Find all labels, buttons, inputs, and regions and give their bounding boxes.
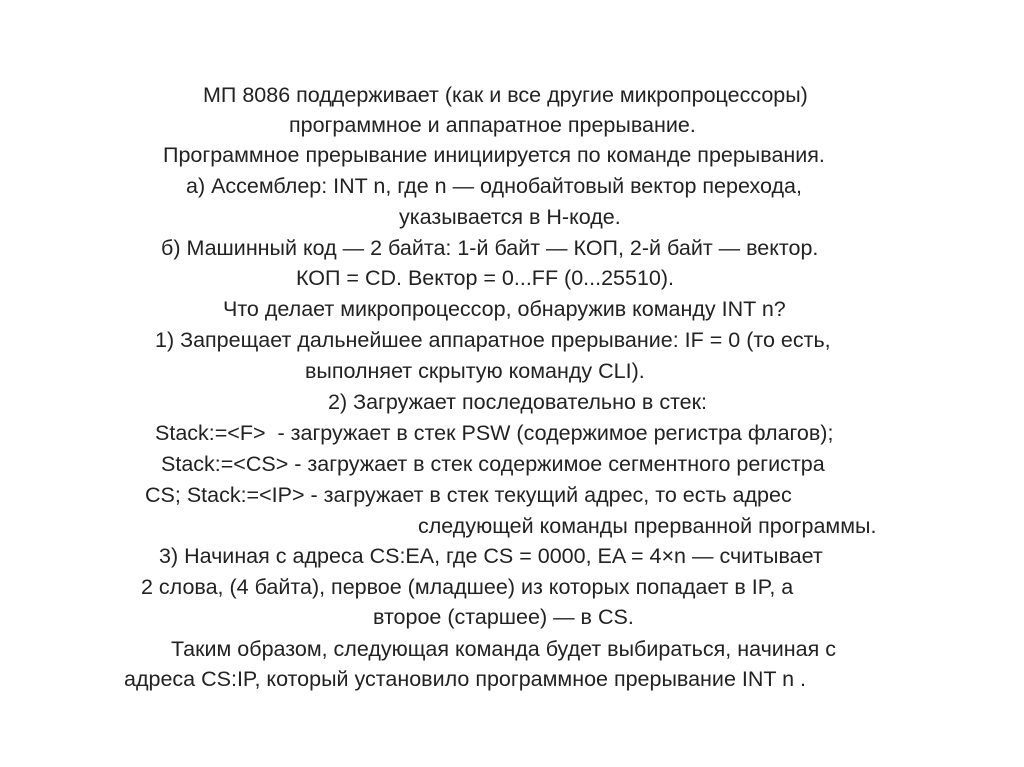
text-line-5: указывается в Н-коде.	[399, 205, 621, 229]
text-line-13: Stack:=<CS> - загружает в стек содержимое сегментного регистра	[161, 452, 825, 476]
text-line-14: CS; Stack:=<IP> - загружает в стек текущий адрес, то есть адрес	[145, 483, 792, 507]
text-line-1: МП 8086 поддерживает (как и все другие микропроцессоры)	[203, 83, 808, 107]
text-line-4: а) Ассемблер: INT n, где n — однобайтовый вектор перехода,	[186, 174, 802, 198]
text-line-19: Таким образом, следующая команда будет выбираться, начиная с	[171, 637, 836, 661]
text-line-11: 2) Загружает последовательно в стек:	[328, 390, 708, 414]
text-line-8: Что делает микропроцессор, обнаружив команду INT n?	[223, 297, 786, 321]
text-line-15: следующей команды прерванной программы.	[418, 514, 877, 538]
text-line-10: выполняет скрытую команду CLI).	[305, 359, 645, 383]
text-line-12: Stack:=<F> - загружает в стек PSW (содержимое регистра флагов);	[155, 421, 834, 445]
text-line-7: КОП = CD. Вектор = 0...FF (0...25510).	[296, 266, 675, 290]
text-line-3: Программное прерывание инициируется по команде прерывания.	[163, 143, 825, 167]
text-line-17: 2 слова, (4 байта), первое (младшее) из которых попадает в IP, а	[141, 575, 794, 599]
text-line-9: 1) Запрещает дальнейшее аппаратное прерывание: IF = 0 (то есть,	[155, 328, 831, 352]
text-line-18: второе (старшее) — в CS.	[373, 605, 634, 629]
text-line-2: программное и аппаратное прерывание.	[289, 113, 696, 137]
text-line-6: б) Машинный код — 2 байта: 1-й байт — КОП, 2-й байт — вектор.	[161, 236, 819, 260]
text-line-20: адреса CS:IP, который установило программное прерывание INT n .	[124, 667, 806, 691]
text-line-16: 3) Начиная с адреса CS:EA, где CS = 0000, EA = 4×n — считывает	[159, 544, 823, 568]
